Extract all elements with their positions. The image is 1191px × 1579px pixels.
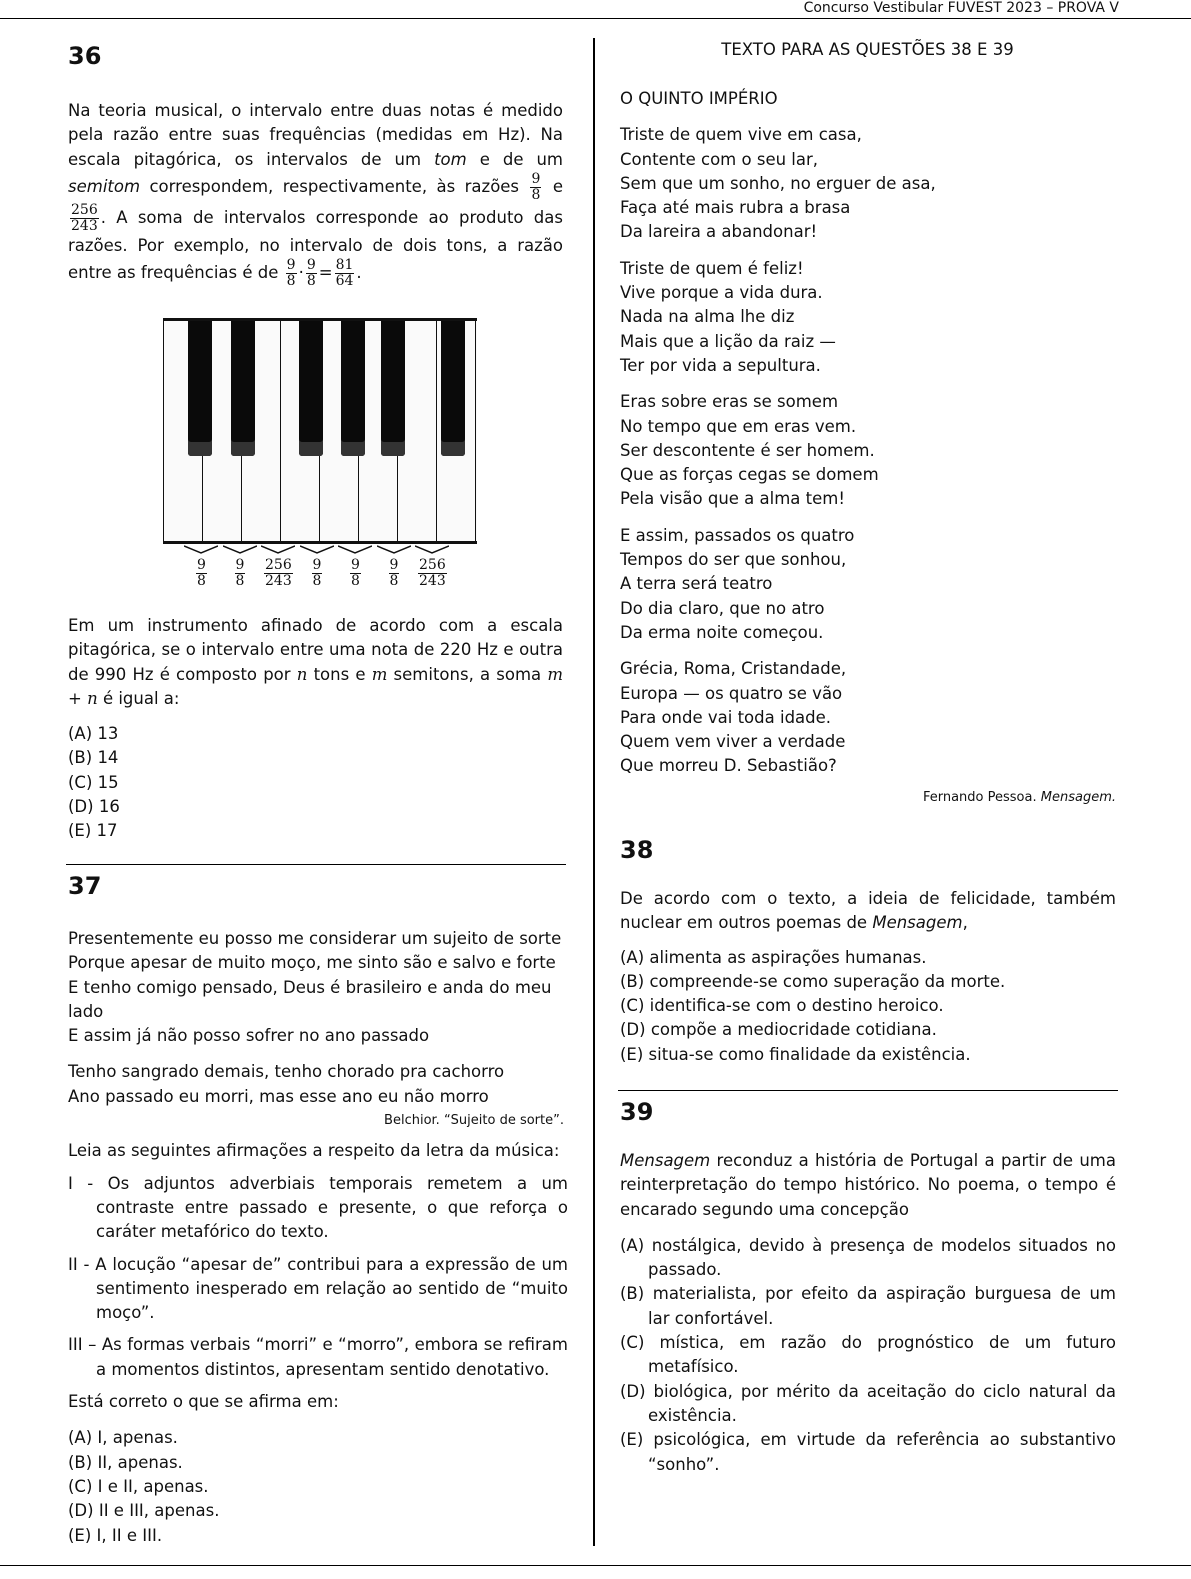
poem xyxy=(620,87,1115,791)
poem-line: A terra será teatro xyxy=(620,574,773,594)
poem-line: Mais que a lição da raiz — xyxy=(620,331,836,351)
lyrics-stanza xyxy=(68,1060,568,1109)
option-a[interactable]: (A) alimenta as aspirações humanas. xyxy=(620,947,927,967)
question-37-body xyxy=(68,927,568,1548)
stem-text: semitons, a soma xyxy=(387,664,548,684)
page-header: Concurso Vestibular FUVEST 2023 – PROVA V xyxy=(803,0,1119,16)
black-key xyxy=(341,321,365,456)
question-39-stem xyxy=(620,1149,1116,1222)
question-36-stem xyxy=(68,614,563,711)
option-e[interactable]: (E) psicológica, em virtude da referência ao substantivo “sonho”. xyxy=(620,1430,1116,1474)
option-b[interactable]: (B) II, apenas. xyxy=(68,1452,183,1472)
numerator: 9 xyxy=(235,557,245,573)
lyric-line: Porque apesar de muito moço, me sinto são e salvo e forte xyxy=(68,953,556,973)
brace-icon xyxy=(300,545,334,555)
black-key xyxy=(381,321,405,456)
stem-text: é igual a: xyxy=(97,688,180,708)
interval-ratio xyxy=(264,558,293,589)
black-key xyxy=(441,321,465,456)
poem-line: Pela visão que a alma tem! xyxy=(620,489,845,509)
term-tom: tom xyxy=(434,149,467,169)
text-heading: TEXTO PARA AS QUESTÕES 38 E 39 xyxy=(721,40,1014,59)
numerator: 256 xyxy=(419,557,446,573)
black-key xyxy=(231,321,255,456)
option-d[interactable]: (D) 16 xyxy=(68,796,120,816)
section-divider xyxy=(618,1090,1118,1091)
brace-icon xyxy=(377,545,411,555)
option-d[interactable]: (D) biológica, por mérito da aceitação do ciclo natural da existência. xyxy=(620,1381,1116,1425)
denominator: 243 xyxy=(265,573,292,589)
poem-stanza xyxy=(620,657,1115,778)
lyrics-credit: Belchior. “Sujeito de sorte”. xyxy=(384,1113,564,1129)
white-key xyxy=(475,321,476,541)
question-38-stem xyxy=(620,887,1116,936)
poem-line: Da erma noite começou. xyxy=(620,622,824,642)
numerator: 9 xyxy=(197,557,206,573)
white-key xyxy=(280,321,281,541)
lyric-line: Ano passado eu morri, mas esse ano eu não morro xyxy=(68,1086,489,1106)
fraction-tone xyxy=(306,258,317,289)
question-38-body xyxy=(620,887,1116,1067)
option-c[interactable]: (C) I e II, apenas. xyxy=(68,1476,209,1496)
option-d[interactable]: (D) compõe a mediocridade cotidiana. xyxy=(620,1020,937,1040)
question-38-number: 38 xyxy=(620,836,654,864)
poem-line: Eras sobre eras se somem xyxy=(620,392,839,412)
expression-m-plus-n: m + n xyxy=(68,664,563,708)
option-c[interactable]: (C) identifica-se com o destino heroico. xyxy=(620,996,944,1016)
poem-line: Triste de quem é feliz! xyxy=(620,258,804,278)
statement-iii: III – As formas verbais “morri” e “morro”, embora se refiram a momentos distintos, apresentam sentido denotativo. xyxy=(68,1335,568,1379)
footer-rule xyxy=(0,1565,1191,1566)
poem-stanzas xyxy=(620,123,1115,778)
interval-ratio xyxy=(389,558,400,589)
question-36-intro xyxy=(68,99,563,289)
denominator: 64 xyxy=(335,273,354,290)
intro-text: Na teoria musical, o intervalo entre duas notas é medido pela razão entre suas frequências (medidas em Hz). Na escala pitagórica, os intervalos de um xyxy=(68,101,563,169)
stem-text: Em um instrumento afinado de acordo com a escala pitagórica, se o intervalo entre uma nota de 220 Hz e outra de 990 Hz é composto por xyxy=(68,616,563,684)
poem-stanza xyxy=(620,390,1115,511)
interval-ratio xyxy=(312,558,323,589)
denominator: 8 xyxy=(197,573,206,589)
poem-line: Grécia, Roma, Cristandade, xyxy=(620,659,847,679)
denominator: 8 xyxy=(389,573,399,589)
intro-text: e de um xyxy=(466,149,563,169)
numerator: 9 xyxy=(389,557,399,573)
option-e[interactable]: (E) I, II e III. xyxy=(68,1525,163,1545)
option-c[interactable]: (C) mística, em razão do prognóstico de um futuro metafísico. xyxy=(620,1333,1116,1377)
operator: = xyxy=(318,263,333,283)
denominator: 243 xyxy=(419,573,446,589)
question-39-number: 39 xyxy=(620,1098,654,1126)
poem-line: Quem vem viver a verdade xyxy=(620,732,846,752)
black-key xyxy=(188,321,212,456)
numerator: 9 xyxy=(286,257,296,274)
intro-text: e xyxy=(552,176,563,196)
lyric-line: E assim já não posso sofrer no ano passado xyxy=(68,1026,430,1046)
header-rule xyxy=(0,18,1191,19)
credit-author: Fernando Pessoa. xyxy=(922,790,1041,805)
poem-line: Contente com o seu lar, xyxy=(620,149,819,169)
operator: · xyxy=(298,263,304,283)
denominator: 8 xyxy=(351,573,360,589)
option-c[interactable]: (C) 15 xyxy=(68,772,119,792)
interval-ratio xyxy=(418,558,447,589)
poem-line: Triste de quem vive em casa, xyxy=(620,125,862,145)
poem-line: Vive porque a vida dura. xyxy=(620,283,823,303)
option-d[interactable]: (D) II e III, apenas. xyxy=(68,1501,220,1521)
denominator: 8 xyxy=(286,273,296,290)
fraction-semitone xyxy=(70,203,99,234)
stem-text: reconduz a história de Portugal a partir de uma reinterpretação do tempo histórico. No poema, o tempo é encarado segundo uma concepção xyxy=(620,1151,1116,1219)
poem-line: Do dia claro, que no atro xyxy=(620,598,825,618)
poem-line: Da lareira a abandonar! xyxy=(620,222,818,242)
stem-text: , xyxy=(962,913,968,933)
option-b[interactable]: (B) materialista, por efeito da aspiração burguesa de um lar confortável. xyxy=(620,1284,1116,1328)
poem-title: O QUINTO IMPÉRIO xyxy=(620,89,778,108)
interval-ratio xyxy=(350,558,361,589)
poem-line: Faça até mais rubra a brasa xyxy=(620,198,851,218)
lyric-line: Presentemente eu posso me considerar um sujeito de sorte xyxy=(68,929,562,948)
poem-stanza xyxy=(620,524,1115,645)
denominator: 8 xyxy=(312,573,322,589)
fraction-tone xyxy=(286,258,297,289)
denominator: 243 xyxy=(71,217,98,234)
poem-line: E assim, passados os quatro xyxy=(620,525,855,545)
poem-line: Tempos do ser que sonhou, xyxy=(620,550,847,570)
option-a[interactable]: (A) I, apenas. xyxy=(68,1428,178,1448)
poem-line: Sem que um sonho, no erguer de asa, xyxy=(620,173,936,193)
denominator: 8 xyxy=(235,573,245,589)
numerator: 81 xyxy=(335,257,354,274)
option-b[interactable]: (B) 14 xyxy=(68,748,119,768)
poem-stanza xyxy=(620,123,1115,244)
option-a[interactable]: (A) nostálgica, devido à presença de modelos situados no passado. xyxy=(620,1235,1116,1280)
work-title: Mensagem xyxy=(872,913,963,933)
option-b[interactable]: (B) compreende-se como superação da morte. xyxy=(620,971,1006,991)
lyrics-stanza xyxy=(68,927,568,1048)
lyric-line: E tenho comigo pensado, Deus é brasileiro e anda do meu lado xyxy=(68,977,552,1021)
question-37-prompt: Leia as seguintes afirmações a respeito da letra da música: xyxy=(68,1141,560,1161)
section-divider xyxy=(66,864,566,865)
brace-icon xyxy=(415,545,449,555)
poem-line: Para onde vai toda idade. xyxy=(620,707,832,727)
work-title: Mensagem xyxy=(620,1151,711,1170)
fraction-tone xyxy=(530,172,541,203)
statement-i: I - Os adjuntos adverbiais temporais remetem a um contraste entre passado e presente, o que reforça o caráter metafórico do texto. xyxy=(68,1173,568,1242)
interval-ratio xyxy=(196,558,207,589)
question-36-options xyxy=(68,722,563,843)
brace-icon xyxy=(223,545,257,555)
poem-line: Nada na alma lhe diz xyxy=(620,307,795,327)
poem-credit xyxy=(620,790,1116,805)
variable-m: m xyxy=(371,664,388,684)
fraction-result xyxy=(335,258,355,289)
denominator: 8 xyxy=(531,186,541,203)
numerator: 256 xyxy=(71,201,98,218)
brace-icon xyxy=(261,545,295,555)
numerator: 9 xyxy=(306,257,316,274)
term-semitom: semitom xyxy=(68,176,141,196)
poem-line: Que morreu D. Sebastião? xyxy=(620,756,837,776)
intro-text: . A soma de intervalos corresponde ao produto das razões. Por exemplo, no intervalo de dois tons, a razão entre as frequências é de xyxy=(68,207,563,283)
question-37-question: Está correto o que se afirma em: xyxy=(68,1392,339,1412)
question-36-number: 36 xyxy=(68,42,102,70)
brace-icon xyxy=(338,545,372,555)
variable-n: n xyxy=(296,664,308,684)
statement-ii: II - A locução “apesar de” contribui para a expressão de um sentimento inesperado em relação ao sentido de “muito moço”. xyxy=(68,1254,568,1323)
operator: . xyxy=(356,263,362,283)
poem-line: Ter por vida a sepultura. xyxy=(620,355,821,375)
piano-keyboard-illustration xyxy=(163,318,477,544)
option-e[interactable]: (E) 17 xyxy=(68,821,118,841)
poem-line: Que as forças cegas se domem xyxy=(620,465,879,485)
black-key xyxy=(299,321,323,456)
lyric-line: Tenho sangrado demais, tenho chorado pra cachorro xyxy=(68,1062,505,1082)
question-39-body xyxy=(620,1149,1116,1477)
poem-line: No tempo que em eras vem. xyxy=(620,416,857,436)
poem-stanza xyxy=(620,257,1115,378)
poem-line: Europa — os quatro se vão xyxy=(620,683,843,703)
question-37-number: 37 xyxy=(68,872,102,900)
intro-text: correspondem, respectivamente, às razões xyxy=(140,176,520,196)
numerator: 9 xyxy=(312,557,322,573)
poem-line: Ser descontente é ser homem. xyxy=(620,440,875,460)
stem-text: De acordo com o texto, a ideia de felicidade, também nuclear em outros poemas de xyxy=(620,889,1116,933)
credit-work: Mensagem. xyxy=(1040,790,1116,805)
white-key xyxy=(163,321,164,541)
option-e[interactable]: (E) situa-se como finalidade da existência. xyxy=(620,1044,971,1064)
numerator: 9 xyxy=(531,170,541,187)
interval-ratio xyxy=(235,558,246,589)
numerator: 9 xyxy=(351,557,360,573)
option-a[interactable]: (A) 13 xyxy=(68,724,119,743)
stem-text: tons e xyxy=(307,664,372,684)
denominator: 8 xyxy=(306,273,316,290)
white-key xyxy=(436,321,437,541)
brace-icon xyxy=(184,545,218,555)
numerator: 256 xyxy=(265,557,292,573)
column-divider xyxy=(593,38,595,1546)
